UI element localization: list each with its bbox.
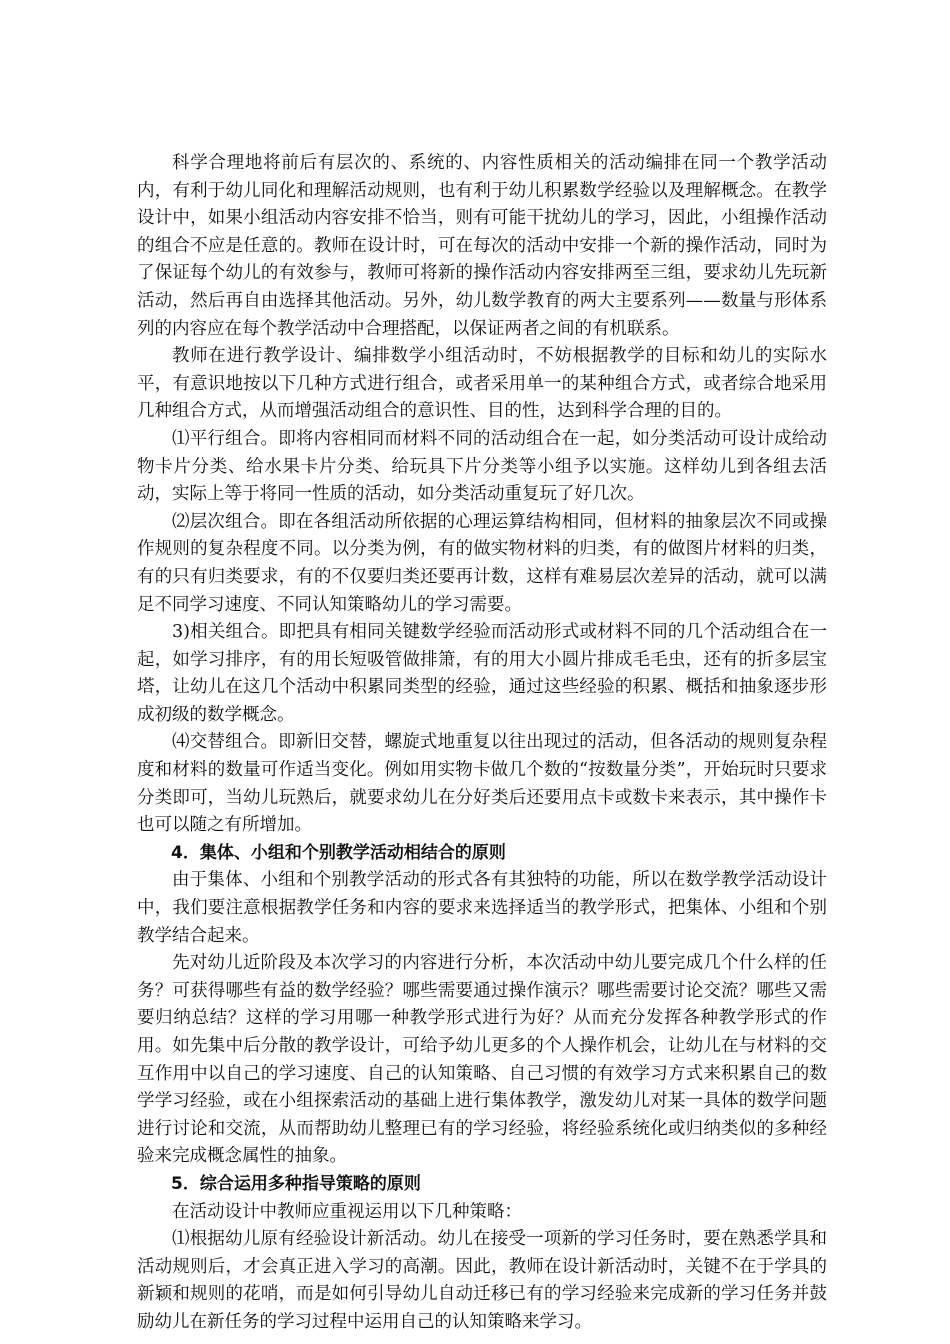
paragraph-combination-methods: 教师在进行教学设计、编排数学小组活动时，不妨根据教学的目标和幼儿的实际水平，有意识地按以下几种方式进行组合，或者采用单一的某种组合方式，或者综合地采用几种组合方式，从而增强活动组合的意识性、目的性，达到科学合理的目的。 bbox=[137, 346, 827, 422]
section-heading-4: 4．集体、小组和个别教学活动相结合的原则 bbox=[171, 842, 506, 863]
paragraph-level-combination: ⑵层次组合。即在各组活动所依据的心理运算结构相同，但材料的抽象层次不同或操作规则的复杂程度不同。以分类为例，有的做实物材料的归类，有的做图片材料的归类，有的只有归类要求，有的不仅要归类还要再计数，这样有难易层次差异的活动，就可以满足不同学习速度、不同认知策略幼儿的学习需要。 bbox=[137, 511, 827, 615]
paragraph-parallel-combination: ⑴平行组合。即将内容相同而材料不同的活动组合在一起，如分类活动可设计成给动物卡片分类、给水果卡片分类、给玩具下片分类等小组予以实施。这样幼儿到各组去活动，实际上等于将同一性质的活动，如分类活动重复玩了好几次。 bbox=[137, 428, 827, 505]
document-page bbox=[137, 150, 827, 1337]
paragraph-alternating-combination: ⑷交替组合。即新旧交替，螺旋式地重复以往出现过的活动，但各活动的规则复杂程度和材料的数量可作适当变化。例如用实物卡做几个数的“按数量分类”，开始玩时只要求分类即可，当幼儿玩熟后，就要求幼儿在分好类后还要用点卡或数卡来表示，其中操作卡也可以随之有所增加。 bbox=[137, 732, 827, 836]
paragraph-teaching-forms: 由于集体、小组和个别教学活动的形式各有其独特的功能，所以在数学教学活动设计中，我们要注意根据教学任务和内容的要求来选择适当的教学形式，把集体、小组和个别教学结合起来。 bbox=[137, 870, 827, 946]
paragraph-strategy-1: ⑴根据幼儿原有经验设计新活动。幼儿在接受一项新的学习任务时，要在熟悉学具和活动规则后，才会真正进入学习的高潮。因此，教师在设计新活动时，关键不在于学具的新颖和规则的花哨，而是如何引导幼儿自动迁移已有的学习经验来完成新的学习任务并鼓励幼儿在新任务的学习过程中运用自己的认知策略来学习。 bbox=[137, 1229, 827, 1332]
paragraph-related-combination: 3)相关组合。即把具有相同关键数学经验而活动形式或材料不同的几个活动组合在一起，如学习排序，有的用长短吸管做排箫，有的用大小圆片排成毛毛虫，还有的折多层宝塔，让幼儿在这几个活动中积累同类型的经验，通过这些经验的积累、概括和抽象逐步形成初级的数学概念。 bbox=[137, 622, 827, 725]
paragraph-activity-arrangement: 科学合理地将前后有层次的、系统的、内容性质相关的活动编排在同一个教学活动内，有利于幼儿同化和理解活动规则，也有利于幼儿积累数学经验以及理解概念。在教学设计中，如果小组活动内容安排不恰当，则有可能干扰幼儿的学习，因此，小组操作活动的组合不应是任意的。教师在设计时，可在每次的活动中安排一个新的操作活动，同时为了保证每个幼儿的有效参与，教师可将新的操作活动内容安排两至三组，要求幼儿先玩新活动，然后再自由选择其他活动。另外，幼儿数学教育的两大主要系列——数量与形体系列的内容应在每个教学活动中合理搭配，以保证两者之间的有机联系。 bbox=[137, 153, 827, 339]
paragraph-strategies-intro: 在活动设计中教师应重视运用以下几种策略： bbox=[172, 1201, 522, 1222]
section-heading-5: 5．综合运用多种指导策略的原则 bbox=[171, 1173, 421, 1194]
paragraph-analysis: 先对幼儿近阶段及本次学习的内容进行分析，本次活动中幼儿要完成几个什么样的任务？可获得哪些有益的数学经验？哪些需要通过操作演示？哪些需要讨论交流？哪些又需要归纳总结？这样的学习用哪一种教学形式进行为好？从而充分发挥各种教学形式的作用。如先集中后分散的教学设计，可给予幼儿更多的个人操作机会，让幼儿在与材料的交互作用中以自己的学习速度、自己的认知策略、自己习惯的有效学习方式来积累自己的数学学习经验，或在小组探索活动的基础上进行集体教学，激发幼儿对某一具体的数学问题进行讨论和交流，从而帮助幼儿整理已有的学习经验，将经验系统化或归纳类似的多种经验来完成概念属性的抽象。 bbox=[137, 953, 827, 1167]
